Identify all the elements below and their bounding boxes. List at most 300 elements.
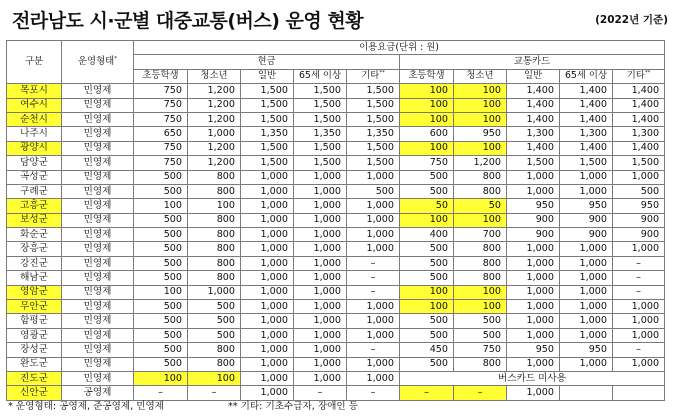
cash-fee-cell: 500 <box>134 300 188 314</box>
table-row <box>7 343 665 357</box>
card-fee-cell: 900 <box>507 228 560 242</box>
card-fee-cell: 700 <box>454 228 507 242</box>
card-fee-cell: 500 <box>400 357 454 371</box>
cash-fee-cell: 1,000 <box>347 213 400 227</box>
region-cell: 구례군 <box>7 184 62 198</box>
operation-type-cell: 민영제 <box>62 127 134 141</box>
card-fee-cell: 1,000 <box>507 314 560 328</box>
cash-fee-cell: 650 <box>134 127 188 141</box>
table-row <box>7 141 665 155</box>
table-row <box>7 112 665 126</box>
operation-type-cell: 민영제 <box>62 300 134 314</box>
cash-fee-cell: – <box>347 271 400 285</box>
operation-type-cell: 민영제 <box>62 242 134 256</box>
card-fee-cell: 1,000 <box>560 271 613 285</box>
cash-fee-cell: 1,000 <box>294 228 347 242</box>
region-cell: 장성군 <box>7 343 62 357</box>
cash-fee-cell: 100 <box>134 285 188 299</box>
card-fee-cell: 800 <box>454 242 507 256</box>
table-body <box>7 84 665 401</box>
cash-fee-cell: 1,350 <box>241 127 294 141</box>
region-cell: 장흥군 <box>7 242 62 256</box>
cash-fee-cell: 500 <box>134 170 188 184</box>
card-fee-cell: 1,400 <box>613 98 665 112</box>
cash-fee-cell: 1,000 <box>294 371 347 385</box>
region-cell: 화순군 <box>7 228 62 242</box>
header-operation-type: 운영형태* <box>62 41 134 84</box>
cash-fee-cell: 500 <box>347 184 400 198</box>
card-subheader-4: 기타** <box>613 69 665 83</box>
region-cell: 목포시 <box>7 84 62 98</box>
card-fee-cell: 100 <box>400 213 454 227</box>
cash-fee-cell: 1,000 <box>347 170 400 184</box>
cash-fee-cell: 1,000 <box>347 328 400 342</box>
region-cell: 여수시 <box>7 98 62 112</box>
cash-fee-cell: 500 <box>134 343 188 357</box>
cash-fee-cell: 1,000 <box>347 199 400 213</box>
card-fee-cell: 950 <box>613 199 665 213</box>
card-fee-cell: 1,000 <box>507 357 560 371</box>
card-fee-cell: 1,000 <box>507 271 560 285</box>
cash-fee-cell: 1,000 <box>294 357 347 371</box>
operation-type-cell: 민영제 <box>62 170 134 184</box>
cash-fee-cell: 1,000 <box>347 242 400 256</box>
cash-fee-cell: 1,500 <box>347 98 400 112</box>
table-row <box>7 371 665 385</box>
card-fee-cell: 1,000 <box>507 328 560 342</box>
year-note: (2022년 기준) <box>595 14 668 26</box>
header-fee-group: 이용요금(단위 : 원) <box>134 41 665 55</box>
table-row <box>7 314 665 328</box>
cash-fee-cell: 1,000 <box>294 184 347 198</box>
table-row <box>7 271 665 285</box>
card-fee-cell: 950 <box>560 343 613 357</box>
region-cell: 광양시 <box>7 141 62 155</box>
cash-fee-cell: 1,000 <box>241 199 294 213</box>
card-fee-cell: 1,000 <box>507 170 560 184</box>
cash-subheader-0: 초등학생 <box>134 69 188 83</box>
cash-fee-cell: 800 <box>188 170 241 184</box>
cash-fee-cell: 750 <box>134 112 188 126</box>
card-fee-cell: 450 <box>400 343 454 357</box>
card-fee-cell: 1,000 <box>507 285 560 299</box>
cash-fee-cell: 750 <box>134 84 188 98</box>
card-fee-cell: 1,000 <box>613 328 665 342</box>
card-fee-cell: 1,000 <box>560 184 613 198</box>
card-fee-cell: 1,500 <box>613 156 665 170</box>
card-fee-cell <box>560 386 613 400</box>
card-fee-cell: 800 <box>454 271 507 285</box>
operation-type-cell: 공영제 <box>62 386 134 400</box>
card-fee-cell: 50 <box>400 199 454 213</box>
card-subheader-3: 65세 이상 <box>560 69 613 83</box>
cash-fee-cell: 1,200 <box>188 98 241 112</box>
cash-fee-cell: 1,000 <box>241 213 294 227</box>
cash-fee-cell: 1,500 <box>241 112 294 126</box>
operation-type-cell: 민영제 <box>62 314 134 328</box>
card-fee-cell: 500 <box>400 184 454 198</box>
cash-fee-cell: 1,000 <box>347 357 400 371</box>
card-fee-cell: 800 <box>454 170 507 184</box>
cash-fee-cell: 1,200 <box>188 156 241 170</box>
cash-fee-cell: 1,000 <box>347 371 400 385</box>
cash-fee-cell: 1,500 <box>294 141 347 155</box>
card-fee-cell: 800 <box>454 184 507 198</box>
card-fee-cell: 1,000 <box>560 256 613 270</box>
card-fee-cell: 1,000 <box>613 242 665 256</box>
cash-fee-cell: 750 <box>134 141 188 155</box>
bus-fare-table <box>6 40 665 401</box>
cash-fee-cell: 1,000 <box>241 371 294 385</box>
operation-type-cell: 민영제 <box>62 285 134 299</box>
card-fee-cell: 100 <box>454 285 507 299</box>
card-fee-cell: 1,400 <box>613 112 665 126</box>
card-fee-cell: 500 <box>454 328 507 342</box>
operation-type-cell: 민영제 <box>62 328 134 342</box>
card-subheader-0: 초등학생 <box>400 69 454 83</box>
cash-fee-cell: 500 <box>188 314 241 328</box>
cash-fee-cell: 1,500 <box>294 156 347 170</box>
cash-subheader-2: 일반 <box>241 69 294 83</box>
cash-fee-cell: – <box>134 386 188 400</box>
cash-fee-cell: 1,500 <box>347 112 400 126</box>
table-row <box>7 127 665 141</box>
cash-fee-cell: 1,350 <box>347 127 400 141</box>
card-fee-cell: 100 <box>454 98 507 112</box>
card-fee-cell: 1,000 <box>507 386 560 400</box>
operation-type-cell: 민영제 <box>62 343 134 357</box>
card-fee-cell: 100 <box>454 300 507 314</box>
cash-fee-cell: 1,000 <box>188 285 241 299</box>
cash-fee-cell: 1,000 <box>347 228 400 242</box>
cash-fee-cell: 100 <box>134 199 188 213</box>
card-fee-cell: 1,500 <box>507 156 560 170</box>
cash-fee-cell: – <box>347 343 400 357</box>
cash-fee-cell: 1,500 <box>241 141 294 155</box>
region-cell: 완도군 <box>7 357 62 371</box>
region-cell: 함평군 <box>7 314 62 328</box>
cash-fee-cell: 1,500 <box>347 84 400 98</box>
cash-fee-cell: 1,350 <box>294 127 347 141</box>
card-fee-cell: – <box>400 386 454 400</box>
cash-fee-cell: 1,500 <box>294 112 347 126</box>
card-fee-cell: 500 <box>400 170 454 184</box>
cash-fee-cell: 1,000 <box>294 343 347 357</box>
cash-fee-cell: – <box>347 256 400 270</box>
card-fee-cell: – <box>613 285 665 299</box>
card-fee-cell: 500 <box>400 314 454 328</box>
card-fee-cell: 100 <box>400 112 454 126</box>
cash-fee-cell: 1,000 <box>241 242 294 256</box>
card-fee-cell: 500 <box>400 328 454 342</box>
card-fee-cell: 500 <box>400 242 454 256</box>
footnote-other: ** 기타: 기초수급자, 장애인 등 <box>228 401 359 412</box>
cash-subheader-1: 청소년 <box>188 69 241 83</box>
card-fee-cell: 100 <box>454 84 507 98</box>
region-cell: 영광군 <box>7 328 62 342</box>
cash-fee-cell: 500 <box>134 228 188 242</box>
cash-fee-cell: 1,000 <box>294 199 347 213</box>
region-cell: 무안군 <box>7 300 62 314</box>
card-fee-cell: 1,000 <box>560 170 613 184</box>
card-fee-cell: 750 <box>400 156 454 170</box>
card-fee-cell: 1,400 <box>613 84 665 98</box>
cash-fee-cell: 500 <box>188 328 241 342</box>
cash-fee-cell: 800 <box>188 271 241 285</box>
card-fee-cell: 100 <box>454 112 507 126</box>
card-fee-cell: 900 <box>613 228 665 242</box>
card-fee-cell: 1,400 <box>507 84 560 98</box>
card-fee-cell: 1,400 <box>613 141 665 155</box>
card-fee-cell: 50 <box>454 199 507 213</box>
card-fee-cell: 100 <box>400 285 454 299</box>
card-fee-cell: 900 <box>613 213 665 227</box>
operation-type-cell: 민영제 <box>62 156 134 170</box>
card-fee-cell: 500 <box>613 184 665 198</box>
card-fee-cell: – <box>613 256 665 270</box>
operation-type-cell: 민영제 <box>62 357 134 371</box>
cash-fee-cell: 500 <box>134 314 188 328</box>
cash-fee-cell: 1,000 <box>294 300 347 314</box>
cash-subheader-3: 65세 이상 <box>294 69 347 83</box>
cash-fee-cell: 1,000 <box>188 127 241 141</box>
region-cell: 영암군 <box>7 285 62 299</box>
operation-type-cell: 민영제 <box>62 213 134 227</box>
card-fee-cell: 1,000 <box>507 242 560 256</box>
operation-type-cell: 민영제 <box>62 84 134 98</box>
card-subheader-2: 일반 <box>507 69 560 83</box>
card-fee-cell: 1,400 <box>560 98 613 112</box>
cash-fee-cell: 100 <box>188 371 241 385</box>
region-cell: 신안군 <box>7 386 62 400</box>
region-cell: 순천시 <box>7 112 62 126</box>
table-row <box>7 98 665 112</box>
operation-type-cell: 민영제 <box>62 256 134 270</box>
header-card: 교통카드 <box>400 55 665 69</box>
cash-fee-cell: 1,500 <box>347 141 400 155</box>
card-fee-cell: 100 <box>400 300 454 314</box>
cash-fee-cell: 750 <box>134 156 188 170</box>
card-fee-cell: 1,000 <box>613 300 665 314</box>
cash-fee-cell: 1,500 <box>241 156 294 170</box>
region-cell: 담양군 <box>7 156 62 170</box>
cash-fee-cell: 1,500 <box>241 84 294 98</box>
operation-type-cell: 민영제 <box>62 199 134 213</box>
card-fee-cell: – <box>613 271 665 285</box>
card-fee-cell: 1,000 <box>560 357 613 371</box>
card-fee-cell: 1,000 <box>560 300 613 314</box>
table-row <box>7 170 665 184</box>
table-row <box>7 213 665 227</box>
cash-fee-cell: 1,000 <box>241 328 294 342</box>
cash-fee-cell: 1,000 <box>241 228 294 242</box>
cash-fee-cell: 750 <box>134 98 188 112</box>
card-subheader-1: 청소년 <box>454 69 507 83</box>
cash-fee-cell: 800 <box>188 184 241 198</box>
cash-fee-cell: – <box>347 285 400 299</box>
operation-type-cell: 민영제 <box>62 184 134 198</box>
card-fee-cell: 1,300 <box>507 127 560 141</box>
card-fee-cell: 100 <box>400 98 454 112</box>
card-fee-cell: 1,300 <box>613 127 665 141</box>
cash-fee-cell: 1,000 <box>347 314 400 328</box>
operation-type-cell: 민영제 <box>62 271 134 285</box>
operation-type-cell: 민영제 <box>62 112 134 126</box>
cash-fee-cell: 800 <box>188 242 241 256</box>
card-fee-cell: 1,500 <box>560 156 613 170</box>
cash-fee-cell: 1,000 <box>294 242 347 256</box>
operation-type-cell: 민영제 <box>62 141 134 155</box>
cash-fee-cell: 1,000 <box>294 328 347 342</box>
table-row <box>7 357 665 371</box>
region-cell: 보성군 <box>7 213 62 227</box>
card-fee-cell: – <box>613 343 665 357</box>
cash-fee-cell: 100 <box>188 199 241 213</box>
card-fee-cell: 950 <box>454 127 507 141</box>
card-fee-cell: 1,400 <box>507 98 560 112</box>
cash-fee-cell: 1,000 <box>241 285 294 299</box>
card-fee-cell: 1,300 <box>560 127 613 141</box>
card-fee-cell: 900 <box>507 213 560 227</box>
cash-fee-cell: 500 <box>134 213 188 227</box>
cash-fee-cell: 1,000 <box>241 271 294 285</box>
card-fee-cell: 950 <box>507 343 560 357</box>
table-row <box>7 184 665 198</box>
cash-fee-cell: 500 <box>188 300 241 314</box>
table-row <box>7 285 665 299</box>
cash-fee-cell: 1,200 <box>188 84 241 98</box>
cash-fee-cell: 1,000 <box>241 386 294 400</box>
card-fee-cell: 1,000 <box>613 314 665 328</box>
card-fee-cell: 750 <box>454 343 507 357</box>
region-cell: 나주시 <box>7 127 62 141</box>
card-fee-cell: 950 <box>507 199 560 213</box>
header-cash: 현금 <box>134 55 400 69</box>
cash-fee-cell: 500 <box>134 271 188 285</box>
cash-subheader-4: 기타** <box>347 69 400 83</box>
card-fee-cell: 1,400 <box>507 112 560 126</box>
cash-fee-cell: 800 <box>188 343 241 357</box>
cash-fee-cell: 1,000 <box>241 343 294 357</box>
table-row <box>7 84 665 98</box>
card-fee-cell: 1,000 <box>613 357 665 371</box>
card-fee-cell: 1,400 <box>560 112 613 126</box>
table-row <box>7 156 665 170</box>
card-fee-cell: 100 <box>400 84 454 98</box>
card-fee-cell: 500 <box>400 271 454 285</box>
card-fee-cell: 1,000 <box>507 184 560 198</box>
table-row <box>7 256 665 270</box>
card-fee-cell: 1,000 <box>560 242 613 256</box>
cash-fee-cell: 1,500 <box>241 98 294 112</box>
card-fee-cell: 1,000 <box>507 256 560 270</box>
card-fee-cell: 1,000 <box>560 285 613 299</box>
card-fee-cell: 1,000 <box>613 170 665 184</box>
card-fee-cell: 100 <box>454 213 507 227</box>
cash-fee-cell: 1,500 <box>347 156 400 170</box>
cash-fee-cell: 1,200 <box>188 141 241 155</box>
cash-fee-cell: 500 <box>134 184 188 198</box>
cash-fee-cell: 1,000 <box>294 285 347 299</box>
page-title: 전라남도 시·군별 대중교통(버스) 운영 현황 <box>12 10 364 32</box>
cash-fee-cell: 800 <box>188 213 241 227</box>
cash-fee-cell: 500 <box>134 357 188 371</box>
card-fee-cell: 800 <box>454 256 507 270</box>
cash-fee-cell: 1,000 <box>241 256 294 270</box>
card-fee-cell: 100 <box>400 141 454 155</box>
cash-fee-cell: 500 <box>134 256 188 270</box>
header-region: 구분 <box>7 41 62 84</box>
cash-fee-cell: 1,000 <box>294 314 347 328</box>
operation-type-cell: 민영제 <box>62 98 134 112</box>
cash-fee-cell: 1,500 <box>294 98 347 112</box>
card-fee-cell: 500 <box>454 314 507 328</box>
card-fee-cell: 1,000 <box>507 300 560 314</box>
cash-fee-cell: 1,000 <box>241 300 294 314</box>
card-fee-cell: 400 <box>400 228 454 242</box>
footnote-operation: * 운영형태: 공영제, 준공영제, 민영제 <box>8 401 165 412</box>
card-fee-cell: – <box>454 386 507 400</box>
table-row <box>7 199 665 213</box>
card-fee-cell: 900 <box>560 228 613 242</box>
cash-fee-cell: 500 <box>134 328 188 342</box>
card-fee-cell: 900 <box>560 213 613 227</box>
table-header <box>7 41 665 84</box>
card-fee-cell: 600 <box>400 127 454 141</box>
region-cell: 곡성군 <box>7 170 62 184</box>
cash-fee-cell: 1,000 <box>294 213 347 227</box>
cash-fee-cell: 1,000 <box>241 170 294 184</box>
region-cell: 강진군 <box>7 256 62 270</box>
cash-fee-cell: – <box>294 386 347 400</box>
table-row <box>7 242 665 256</box>
cash-fee-cell: 800 <box>188 228 241 242</box>
cash-fee-cell: 500 <box>134 242 188 256</box>
card-fee-cell: 500 <box>400 256 454 270</box>
cash-fee-cell: 1,000 <box>294 256 347 270</box>
cash-fee-cell: – <box>347 386 400 400</box>
cash-fee-cell: 1,000 <box>347 300 400 314</box>
region-cell: 해남군 <box>7 271 62 285</box>
card-fee-cell: 1,000 <box>560 314 613 328</box>
card-fee-cell: 100 <box>454 141 507 155</box>
table-row <box>7 328 665 342</box>
cash-fee-cell: – <box>188 386 241 400</box>
table-row <box>7 300 665 314</box>
table-row <box>7 228 665 242</box>
cash-fee-cell: 800 <box>188 256 241 270</box>
cash-fee-cell: 1,200 <box>188 112 241 126</box>
operation-type-cell: 민영제 <box>62 371 134 385</box>
card-fee-cell: 1,000 <box>560 328 613 342</box>
cash-fee-cell: 1,000 <box>241 184 294 198</box>
card-fee-cell: 1,200 <box>454 156 507 170</box>
cash-fee-cell: 100 <box>134 371 188 385</box>
cash-fee-cell: 800 <box>188 357 241 371</box>
cash-fee-cell: 1,000 <box>241 314 294 328</box>
card-fee-cell: 1,400 <box>560 84 613 98</box>
cash-fee-cell: 1,000 <box>294 170 347 184</box>
card-fee-cell <box>613 386 665 400</box>
card-fee-cell: 950 <box>560 199 613 213</box>
card-unavailable-cell: 버스카드 미사용 <box>400 371 665 385</box>
region-cell: 진도군 <box>7 371 62 385</box>
operation-type-cell: 민영제 <box>62 228 134 242</box>
cash-fee-cell: 1,500 <box>294 84 347 98</box>
region-cell: 고흥군 <box>7 199 62 213</box>
card-fee-cell: 800 <box>454 357 507 371</box>
cash-fee-cell: 1,000 <box>294 271 347 285</box>
